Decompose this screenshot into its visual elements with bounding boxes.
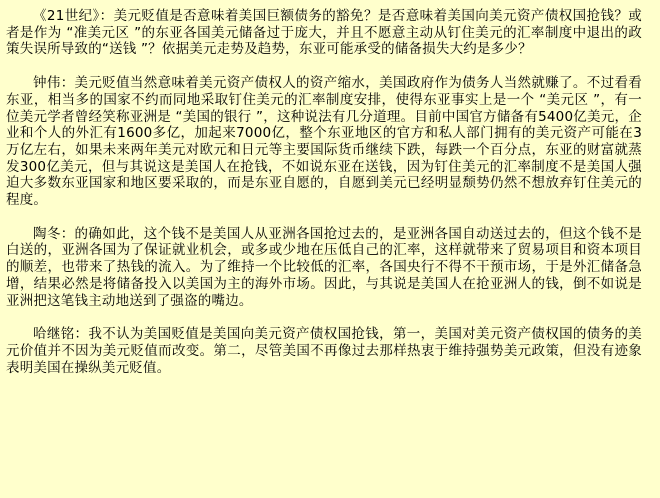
question-paragraph: 《21世纪》：美元贬值是否意味着美国巨额债务的豁免？是否意味着美国向美元资产债权国抢钱？或者是作为 “准美元区 ”的东亚各国美元储备过于庞大，并且不愿意主动从钉住美元的汇率制度中退出的政策失误所导致的“送钱 ”？依据美元走势及趋势，东亚可能承受的储备损失大约是多少？	[6, 8, 642, 58]
answer-paragraph-tao-dong: 陶冬：的确如此，这个钱不是美国人从亚洲各国抢过去的，是亚洲各国自动送过去的，但这个钱不是白送的，亚洲各国为了保证就业机会，或多或少地在压低自己的汇率，这样就带来了贸易项目和资本项目的顺差，也带来了热钱的流入。为了维持一个比较低的汇率，各国央行不得不干预市场，于是外汇储备急增，结果必然是将储备投入以美国为主的海外市场。因此，与其说是美国人在抢亚洲人的钱，倒不如说是亚洲把这笔钱主动地送到了强盗的嘴边。	[6, 225, 642, 309]
answer-paragraph-ha-jiming: 哈继铭：我不认为美国贬值是美国向美元资产债权国抢钱，第一，美国对美元资产债权国的债务的美元价值并不因为美元贬值而改变。第二，尽管美国不再像过去那样热衷于维持强势美元政策，但没有迹象表明美国在操纵美元贬值。	[6, 326, 642, 376]
answer-paragraph-zhong-wei: 钟伟：美元贬值当然意味着美元资产债权人的资产缩水，美国政府作为债务人当然就赚了。不过看看东亚，相当多的国家不约而同地采取钉住美元的汇率制度安排，使得东亚事实上是一个 “美元区 ”，有一位美元学者曾经笑称亚洲是 “美国的银行 ”，这种说法有几分道理。目前中国官方储备有5400亿美元，企业和个人的外汇有1600多亿，加起来7000亿，整个东亚地区的官方和私人部门拥有的美元资产可能在3万亿左右，如果未来两年美元对欧元和日元等主要国际货币继续下跌，每跌一个百分点，东亚的财富就蒸发300亿美元，但与其说这是美国人在抢钱，不如说东亚在送钱，因为钉住美元的汇率制度不是美国人强迫大多数东亚国家和地区要采取的，而是东亚自愿的，自愿到美元已经明显颓势仍然不想放弃钉住美元的程度。	[6, 75, 642, 209]
